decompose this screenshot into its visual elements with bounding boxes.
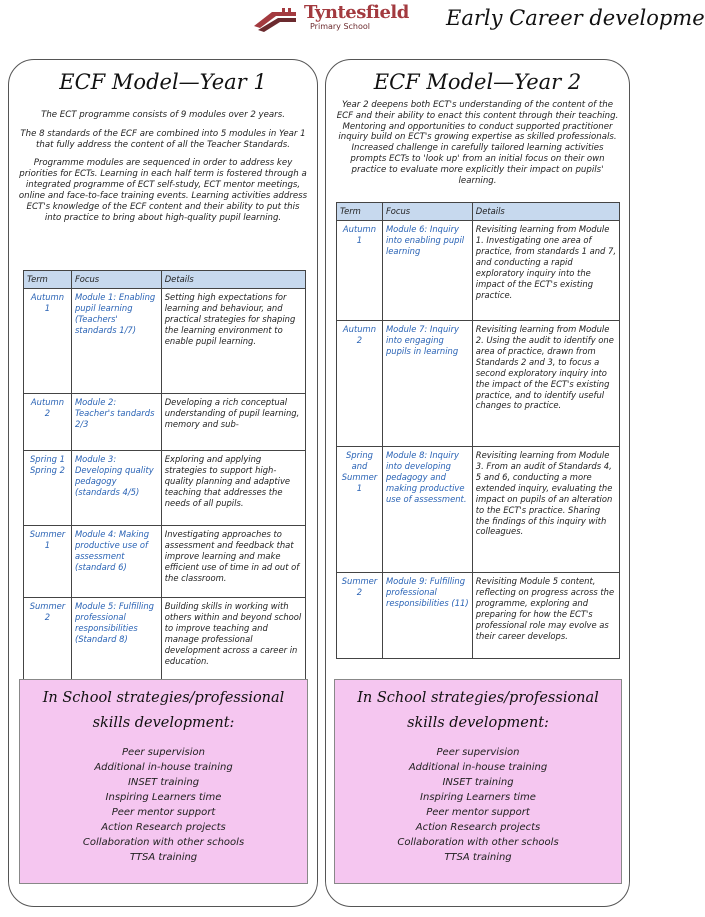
year1-intro-paragraph: The 8 standards of the ECF are combined into 5 modules in Year 1 that fully address the content of all the Teacher Standards. (20, 128, 306, 150)
list-item: TTSA training (444, 851, 512, 863)
term-cell: Summer 1 (24, 526, 72, 598)
term-cell: Autumn 2 (337, 321, 383, 447)
focus-cell: Module 5: Fulfilling professional responsibilities (Standard 8) (71, 598, 161, 684)
list-item: Collaboration with other schools (397, 836, 559, 848)
year1-title: ECF Model—Year 1 (59, 70, 267, 94)
table-header-row (337, 203, 620, 221)
table-row (24, 394, 306, 451)
strategies-list (20, 745, 307, 865)
page-header (0, 0, 705, 40)
year2-module-table (336, 202, 620, 659)
term-cell: Summer 2 (24, 598, 72, 684)
details-cell: Developing a rich conceptual understanding of pupil learning, memory and sub- (161, 394, 305, 451)
school-subtitle: Primary School (310, 22, 371, 31)
list-item: Action Research projects (415, 821, 541, 833)
focus-cell: Module 8: Inquiry into developing pedagogy and making productive use of assessment. (382, 447, 472, 573)
table-row (24, 526, 306, 598)
year2-intro-paragraph: Year 2 deepens both ECT's understanding of the content of the ECF and their ability to enact this content through their teaching. Mentoring and opportunities to conduct supported practitioner inquiry build on ECT's growing expertise as skilled professionals. Increased challenge in carefully tailored learning activities prompts ECTs to 'look up' from an initial focus on their own practice to evaluate more explicitly their impact on pupils' learning. (336, 100, 619, 186)
term-cell: Autumn 2 (24, 394, 72, 451)
list-item: Additional in-house training (94, 761, 233, 773)
term-header: Term (337, 203, 383, 221)
focus-cell: Module 9: Fulfilling professional responsibilities (11) (382, 573, 472, 659)
term-cell: Autumn 1 (24, 289, 72, 394)
table-row (24, 598, 306, 684)
details-cell: Setting high expectations for learning and behaviour, and practical strategies for shaping the learning environment to enable pupil learning. (161, 289, 305, 394)
list-item: Peer supervision (436, 746, 520, 758)
focus-header: Focus (71, 271, 161, 289)
list-item: Collaboration with other schools (82, 836, 245, 848)
focus-header: Focus (382, 203, 472, 221)
table-row (24, 451, 306, 526)
details-cell: Investigating approaches to assessment and feedback that improve learning and make efficient use of time in ad out of the classroom. (161, 526, 305, 598)
term-cell: Spring 1 Spring 2 (24, 451, 72, 526)
list-item: Inspiring Learners time (420, 791, 536, 803)
year1-intro-paragraph: Programme modules are sequenced in order to address key priorities for ECTs. Learning in each half term is fostered through a integrated programme of ECT self-study, ECT mentor meetings, online and face-to-face training events. Learning activities address ECT's knowledge of the ECF content and their ability to put this into practice to bring about high-quality pupil learning. (18, 158, 308, 223)
strategies-title: In School strategies/professional skills development: (42, 690, 285, 732)
year1-panel (8, 59, 318, 907)
focus-cell: Module 2: Teacher's tandards 2/3 (71, 394, 161, 451)
school-logo (252, 2, 409, 36)
year1-intro-paragraph: The ECT programme consists of 9 modules over 2 years. (41, 110, 285, 120)
strategies-list (335, 745, 621, 865)
list-item: Inspiring Learners time (105, 791, 222, 803)
details-header: Details (472, 203, 619, 221)
list-item: TTSA training (129, 851, 198, 863)
table-row (24, 289, 306, 394)
term-cell: Summer 2 (337, 573, 383, 659)
year2-strategies-box (334, 679, 622, 884)
focus-cell: Module 3: Developing quality pedagogy (standards 4/5) (71, 451, 161, 526)
details-cell: Building skills in working with others within and beyond school to improve teaching and manage professional development across a career in education. (161, 598, 305, 684)
school-name: Tyntesfield (304, 2, 409, 23)
year1-module-table (23, 270, 306, 684)
focus-cell: Module 6: Inquiry into enabling pupil learning (382, 221, 472, 321)
year1-intro (17, 110, 309, 231)
details-cell: Revisiting learning from Module 1. Investigating one area of practice, from standards 1 and 7, and conducting a rapid exploratory inquiry into the impact of the ECT's existing practice. (472, 221, 619, 321)
details-cell: Exploring and applying strategies to support high-quality planning and adaptive teaching that addresses the needs of all pupils. (161, 451, 305, 526)
strategies-title: In School strategies/professional skills development: (357, 690, 599, 732)
year1-strategies-box (19, 679, 308, 884)
details-cell: Revisiting learning from Module 2. Using the audit to identify one area of practice, drawn from Standards 2 and 3, to focus a second exploratory inquiry into the impact of the ECT's existing practice, and to identify useful changes to practice. (472, 321, 619, 447)
details-cell: Revisiting learning from Module 3. From an audit of Standards 4, 5 and 6, conducting a more extended inquiry, evaluating the impact on pupils of an alteration to the ECT's practice. Sharing the findings of this inquiry with colleagues. (472, 447, 619, 573)
table-row (337, 321, 620, 447)
table-row (337, 447, 620, 573)
focus-cell: Module 4: Making productive use of assessment (standard 6) (71, 526, 161, 598)
term-cell: Spring and Summer 1 (337, 447, 383, 573)
focus-cell: Module 7: Inquiry into engaging pupils in learning (382, 321, 472, 447)
focus-cell: Module 1: Enabling pupil learning (Teachers' standards 1/7) (71, 289, 161, 394)
table-row (337, 221, 620, 321)
details-header: Details (161, 271, 305, 289)
list-item: Peer mentor support (111, 806, 216, 818)
term-cell: Autumn 1 (337, 221, 383, 321)
list-item: Peer mentor support (426, 806, 530, 818)
list-item: Additional in-house training (408, 761, 548, 773)
list-item: INSET training (442, 776, 514, 788)
year2-panel (325, 59, 630, 907)
list-item: Peer supervision (122, 746, 205, 758)
page-title: Early Career developme (446, 6, 705, 30)
list-item: Action Research projects (101, 821, 226, 833)
term-header: Term (24, 271, 72, 289)
school-crest-icon (252, 6, 298, 32)
year2-title: ECF Model—Year 2 (373, 70, 582, 94)
list-item: INSET training (127, 776, 200, 788)
details-cell: Revisiting Module 5 content, reflecting on progress across the programme, exploring and preparing for how the ECT's professional role may evolve as their career develops. (472, 573, 619, 659)
table-row (337, 573, 620, 659)
year2-intro (334, 100, 621, 195)
table-header-row (24, 271, 306, 289)
